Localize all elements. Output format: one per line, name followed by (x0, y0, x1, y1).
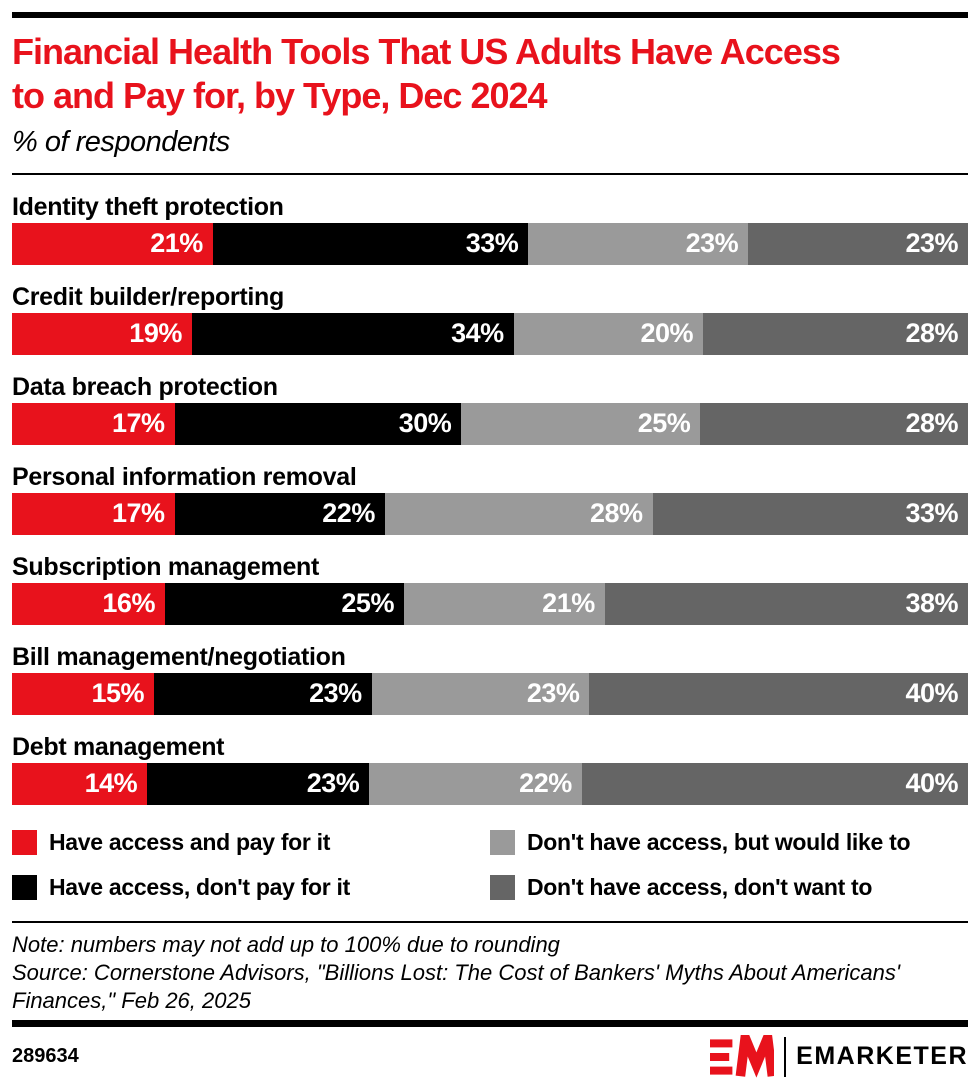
legend-label: Don't have access, but would like to (527, 828, 911, 855)
bar-segment (12, 493, 175, 535)
legend-label: Have access and pay for it (49, 828, 331, 855)
footer (12, 1035, 968, 1079)
bar-segment (369, 763, 581, 805)
bar-segment (514, 313, 703, 355)
category-label: Data breach protection (12, 372, 278, 401)
chart-row (12, 191, 968, 265)
category-label: Subscription management (12, 552, 320, 581)
legend-item (490, 829, 968, 856)
bar-segment (165, 583, 404, 625)
value-label: 25% (341, 588, 394, 619)
bar-segment (653, 493, 968, 535)
bar (12, 763, 968, 805)
value-label: 38% (905, 588, 958, 619)
chart-page (0, 12, 980, 1079)
bar-segment (12, 313, 192, 355)
bar-segment (461, 403, 700, 445)
note-text: Note: numbers may not add up to 100% due to rounding (12, 931, 560, 957)
chart-subtitle: % of respondents (12, 125, 230, 158)
chart-row (12, 551, 968, 625)
bar (12, 403, 968, 445)
value-label: 21% (542, 588, 595, 619)
value-label: 23% (905, 228, 958, 259)
value-label: 34% (451, 318, 504, 349)
category-label: Bill management/negotiation (12, 642, 346, 671)
footer-rule (12, 1020, 968, 1027)
bar-segment (404, 583, 605, 625)
chart-title (12, 30, 968, 118)
bar-segment (192, 313, 514, 355)
top-rule (12, 12, 968, 18)
value-label: 15% (91, 678, 144, 709)
value-label: 20% (640, 318, 693, 349)
chart-row (12, 641, 968, 715)
bar-segment (175, 403, 462, 445)
value-label: 28% (905, 408, 958, 439)
category-label: Identity theft protection (12, 192, 284, 221)
category-label: Credit builder/reporting (12, 282, 284, 311)
legend-label: Don't have access, don't want to (527, 873, 873, 900)
chart-row (12, 371, 968, 445)
value-label: 14% (84, 768, 138, 799)
value-label: 28% (905, 318, 959, 349)
source-text: Source: Cornerstone Advisors, "Billions Lost: The Cost of Bankers' Myths About Americans' Finances," Feb 26, 2025 (12, 959, 901, 1013)
value-label: 21% (150, 228, 203, 259)
value-label: 33% (465, 228, 519, 259)
value-label: 33% (905, 498, 958, 529)
header-divider (12, 173, 968, 175)
brand-name: EMARKETER (796, 1042, 968, 1071)
legend-item (490, 874, 968, 901)
bar (12, 583, 968, 625)
value-label: 16% (102, 588, 155, 619)
bar-segment (12, 583, 165, 625)
notes-divider (12, 921, 968, 923)
legend-label: Have access, don't pay for it (49, 873, 350, 900)
legend-swatch (12, 875, 37, 900)
bar-segment (703, 313, 968, 355)
bar (12, 313, 968, 355)
legend-swatch (12, 830, 37, 855)
bar (12, 673, 968, 715)
bar (12, 493, 968, 535)
value-label: 23% (309, 678, 362, 709)
value-label: 30% (398, 408, 452, 439)
value-label: 40% (905, 768, 958, 799)
value-label: 23% (526, 678, 580, 709)
bar-segment (154, 673, 372, 715)
bar-segment (700, 403, 968, 445)
chart-id: 289634 (12, 1045, 79, 1068)
chart-title-line-1: Financial Health Tools That US Adults Have Access (12, 31, 840, 72)
legend-swatch (490, 830, 515, 855)
chart-row (12, 281, 968, 355)
chart-row (12, 461, 968, 535)
brand-divider (784, 1037, 786, 1077)
bar-segment (589, 673, 968, 715)
stacked-bar-chart (12, 191, 968, 805)
value-label: 17% (111, 408, 165, 439)
chart-title-line-2: to and Pay for, by Type, Dec 2024 (12, 74, 547, 116)
brand-lockup (710, 1035, 968, 1079)
bar-segment (147, 763, 369, 805)
category-label: Personal information removal (12, 462, 357, 491)
legend-item (12, 874, 490, 901)
bar-segment (385, 493, 653, 535)
category-label: Debt management (12, 732, 225, 761)
value-label: 28% (589, 498, 643, 529)
value-label: 22% (519, 768, 572, 799)
legend (12, 829, 968, 901)
bar-segment (12, 403, 175, 445)
emarketer-logo-icon (710, 1035, 774, 1079)
bar-segment (12, 763, 147, 805)
value-label: 23% (685, 228, 739, 259)
bar-segment (372, 673, 590, 715)
bar-segment (528, 223, 748, 265)
bar-segment (175, 493, 385, 535)
bar-segment (582, 763, 968, 805)
value-label: 22% (322, 498, 375, 529)
bar (12, 223, 968, 265)
value-label: 19% (129, 318, 182, 349)
bar-segment (12, 223, 213, 265)
bar-segment (213, 223, 528, 265)
value-label: 40% (905, 678, 958, 709)
bar-segment (748, 223, 968, 265)
notes (12, 931, 968, 1015)
legend-swatch (490, 875, 515, 900)
value-label: 23% (306, 768, 360, 799)
legend-item (12, 829, 490, 856)
chart-rows (12, 191, 968, 805)
bar-segment (12, 673, 154, 715)
value-label: 17% (111, 498, 165, 529)
value-label: 25% (637, 408, 691, 439)
bar-segment (605, 583, 968, 625)
chart-row (12, 731, 968, 805)
